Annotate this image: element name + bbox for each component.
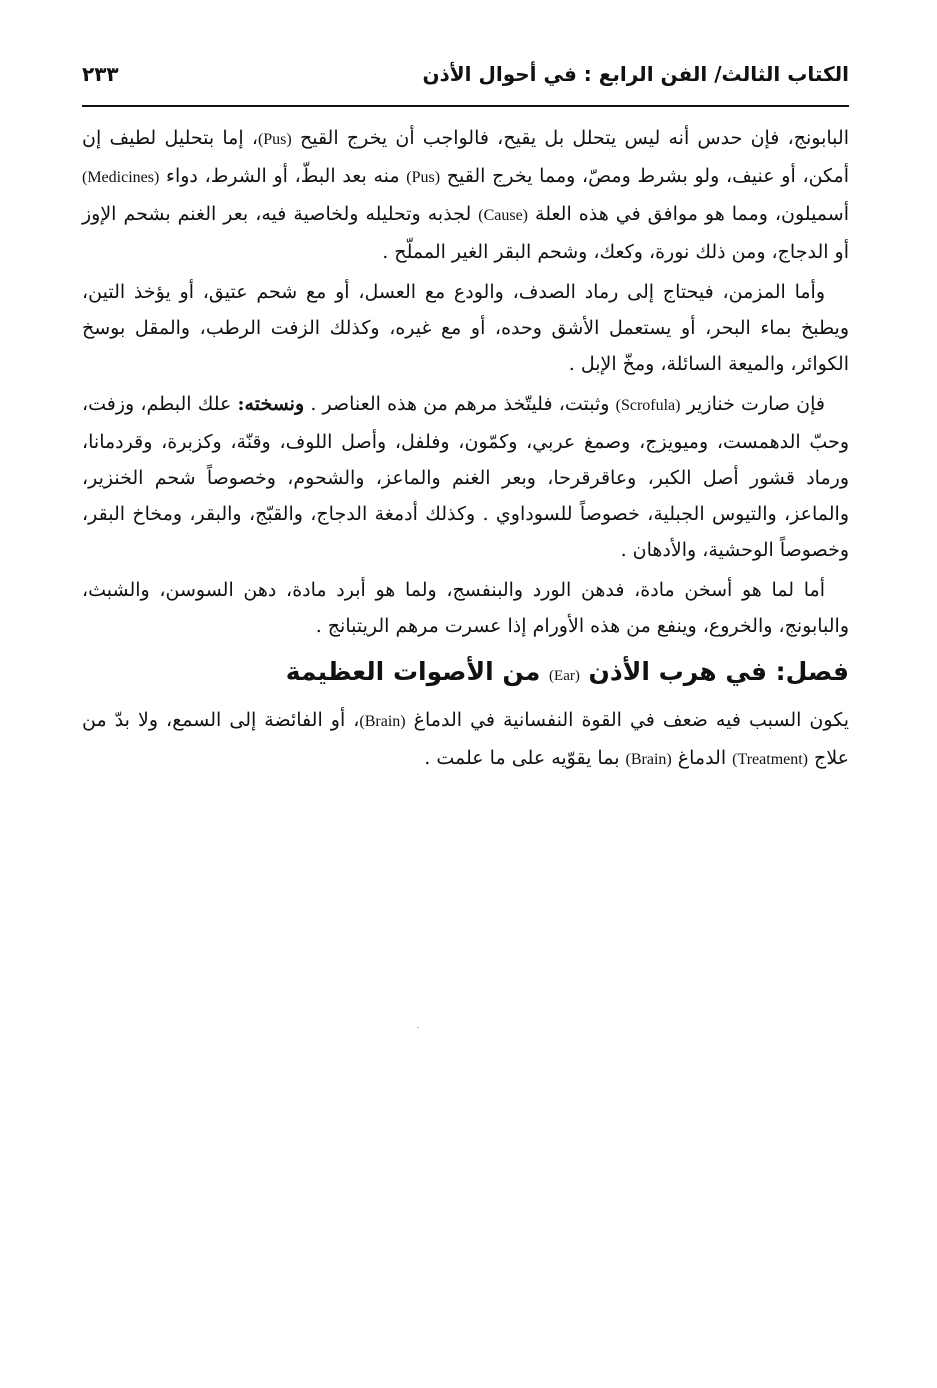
heading-text: فصل: في هرب الأذن — [579, 657, 849, 686]
text-segment: ، إما بتحليل لطيف إن أمكن، أو عنيف، ولو بشرط ومصّ، ومما يخرج القيح — [82, 127, 849, 187]
text-segment: لجذبه وتحليله ولخاصية فيه، بعر الغنم بشحم الإوز أو الدجاج، ومن ذلك نورة، وكعك، وشحم البقر الغير المملّح . — [82, 203, 849, 263]
heading-text: من الأصوات العظيمة — [285, 657, 550, 686]
latin-term: (Treatment) — [732, 751, 809, 768]
recipe-label: ونسخته: — [237, 393, 305, 415]
paragraph-3 — [82, 386, 849, 568]
text-segment: وأما المزمن، فيحتاج إلى رماد الصدف، والودع مع العسل، أو مع شحم عتيق، أو يؤخذ التين، ويطبخ بماء البحر، أو يستعمل الأشق وحده، أو مع غيره، وكذلك الزفت الرطب، والمقل بوسخ الكوائر، والميعة السائلة، ومخّ الإبل . — [82, 281, 849, 375]
latin-term: (Cause) — [478, 207, 529, 224]
body-text — [82, 120, 849, 782]
paragraph-1 — [82, 120, 849, 270]
section-heading — [82, 652, 849, 696]
page-number: ٢٣٣ — [82, 62, 119, 86]
scan-speck — [417, 1027, 419, 1028]
text-segment: علك البطم، وزفت، وحبّ الدهمست، وميويزج، وصمغ عربي، وكمّون، وفلفل، وأصل اللوف، وقنّة، وكزبرة، وقردمانا، ورماد قشور أصل الكبر، وعاقرقرحا، وبعر الغنم والماعز، والشحوم، وخصوصاً شحم الخنزير، والماعز، والتيوس الجبلية، خصوصاً للسوداوي . وكذلك أدمغة الدجاج، والقبّج، والبقر، ومخاخ البقر، وخصوصاً الوحشية، والأدهان . — [82, 393, 849, 561]
text-segment: يكون السبب فيه ضعف في القوة النفسانية في الدماغ — [405, 709, 849, 731]
header-rule — [82, 105, 849, 107]
latin-term: (Pus) — [257, 131, 292, 148]
text-segment: منه بعد البطّ، أو الشرط، دواء — [159, 165, 407, 187]
latin-term: (Brain) — [359, 713, 406, 730]
running-title: الكتاب الثالث/ الفن الرابع : في أحوال الأذن — [422, 62, 849, 86]
text-segment: ، أو الفائضة إلى السمع، ولا بدّ من علاج — [82, 709, 849, 769]
running-head — [82, 58, 849, 98]
text-segment: أسميلون، ومما هو موافق في هذه العلة — [528, 203, 849, 225]
text-segment: الدماغ — [671, 747, 733, 769]
text-segment: البابونج، فإن حدس أنه ليس يتحلل بل يقيح، فالواجب أن يخرج القيح — [291, 127, 849, 149]
latin-term: (Scrofula) — [615, 397, 681, 414]
latin-term: (Brain) — [625, 751, 672, 768]
section-paragraph — [82, 702, 849, 778]
latin-term: (Pus) — [406, 169, 441, 186]
text-segment: وثبتت، فليتّخذ مرهم من هذه العناصر . — [304, 393, 616, 415]
latin-term: (Medicines) — [82, 169, 160, 186]
text-segment: فإن صارت خنازير — [680, 393, 825, 415]
text-segment: بما يقوّيه على ما علمت . — [424, 747, 626, 769]
paragraph-2 — [82, 274, 849, 382]
heading-latin-term: (Ear) — [549, 668, 580, 684]
paragraph-4 — [82, 572, 849, 644]
text-segment: أما لما هو أسخن مادة، فدهن الورد والبنفسج، ولما هو أبرد مادة، دهن السوسن، والشبث، والبابونج، والخروع، وينفع من هذه الأورام إذا عسرت مرهم الريتبانج . — [82, 579, 849, 637]
